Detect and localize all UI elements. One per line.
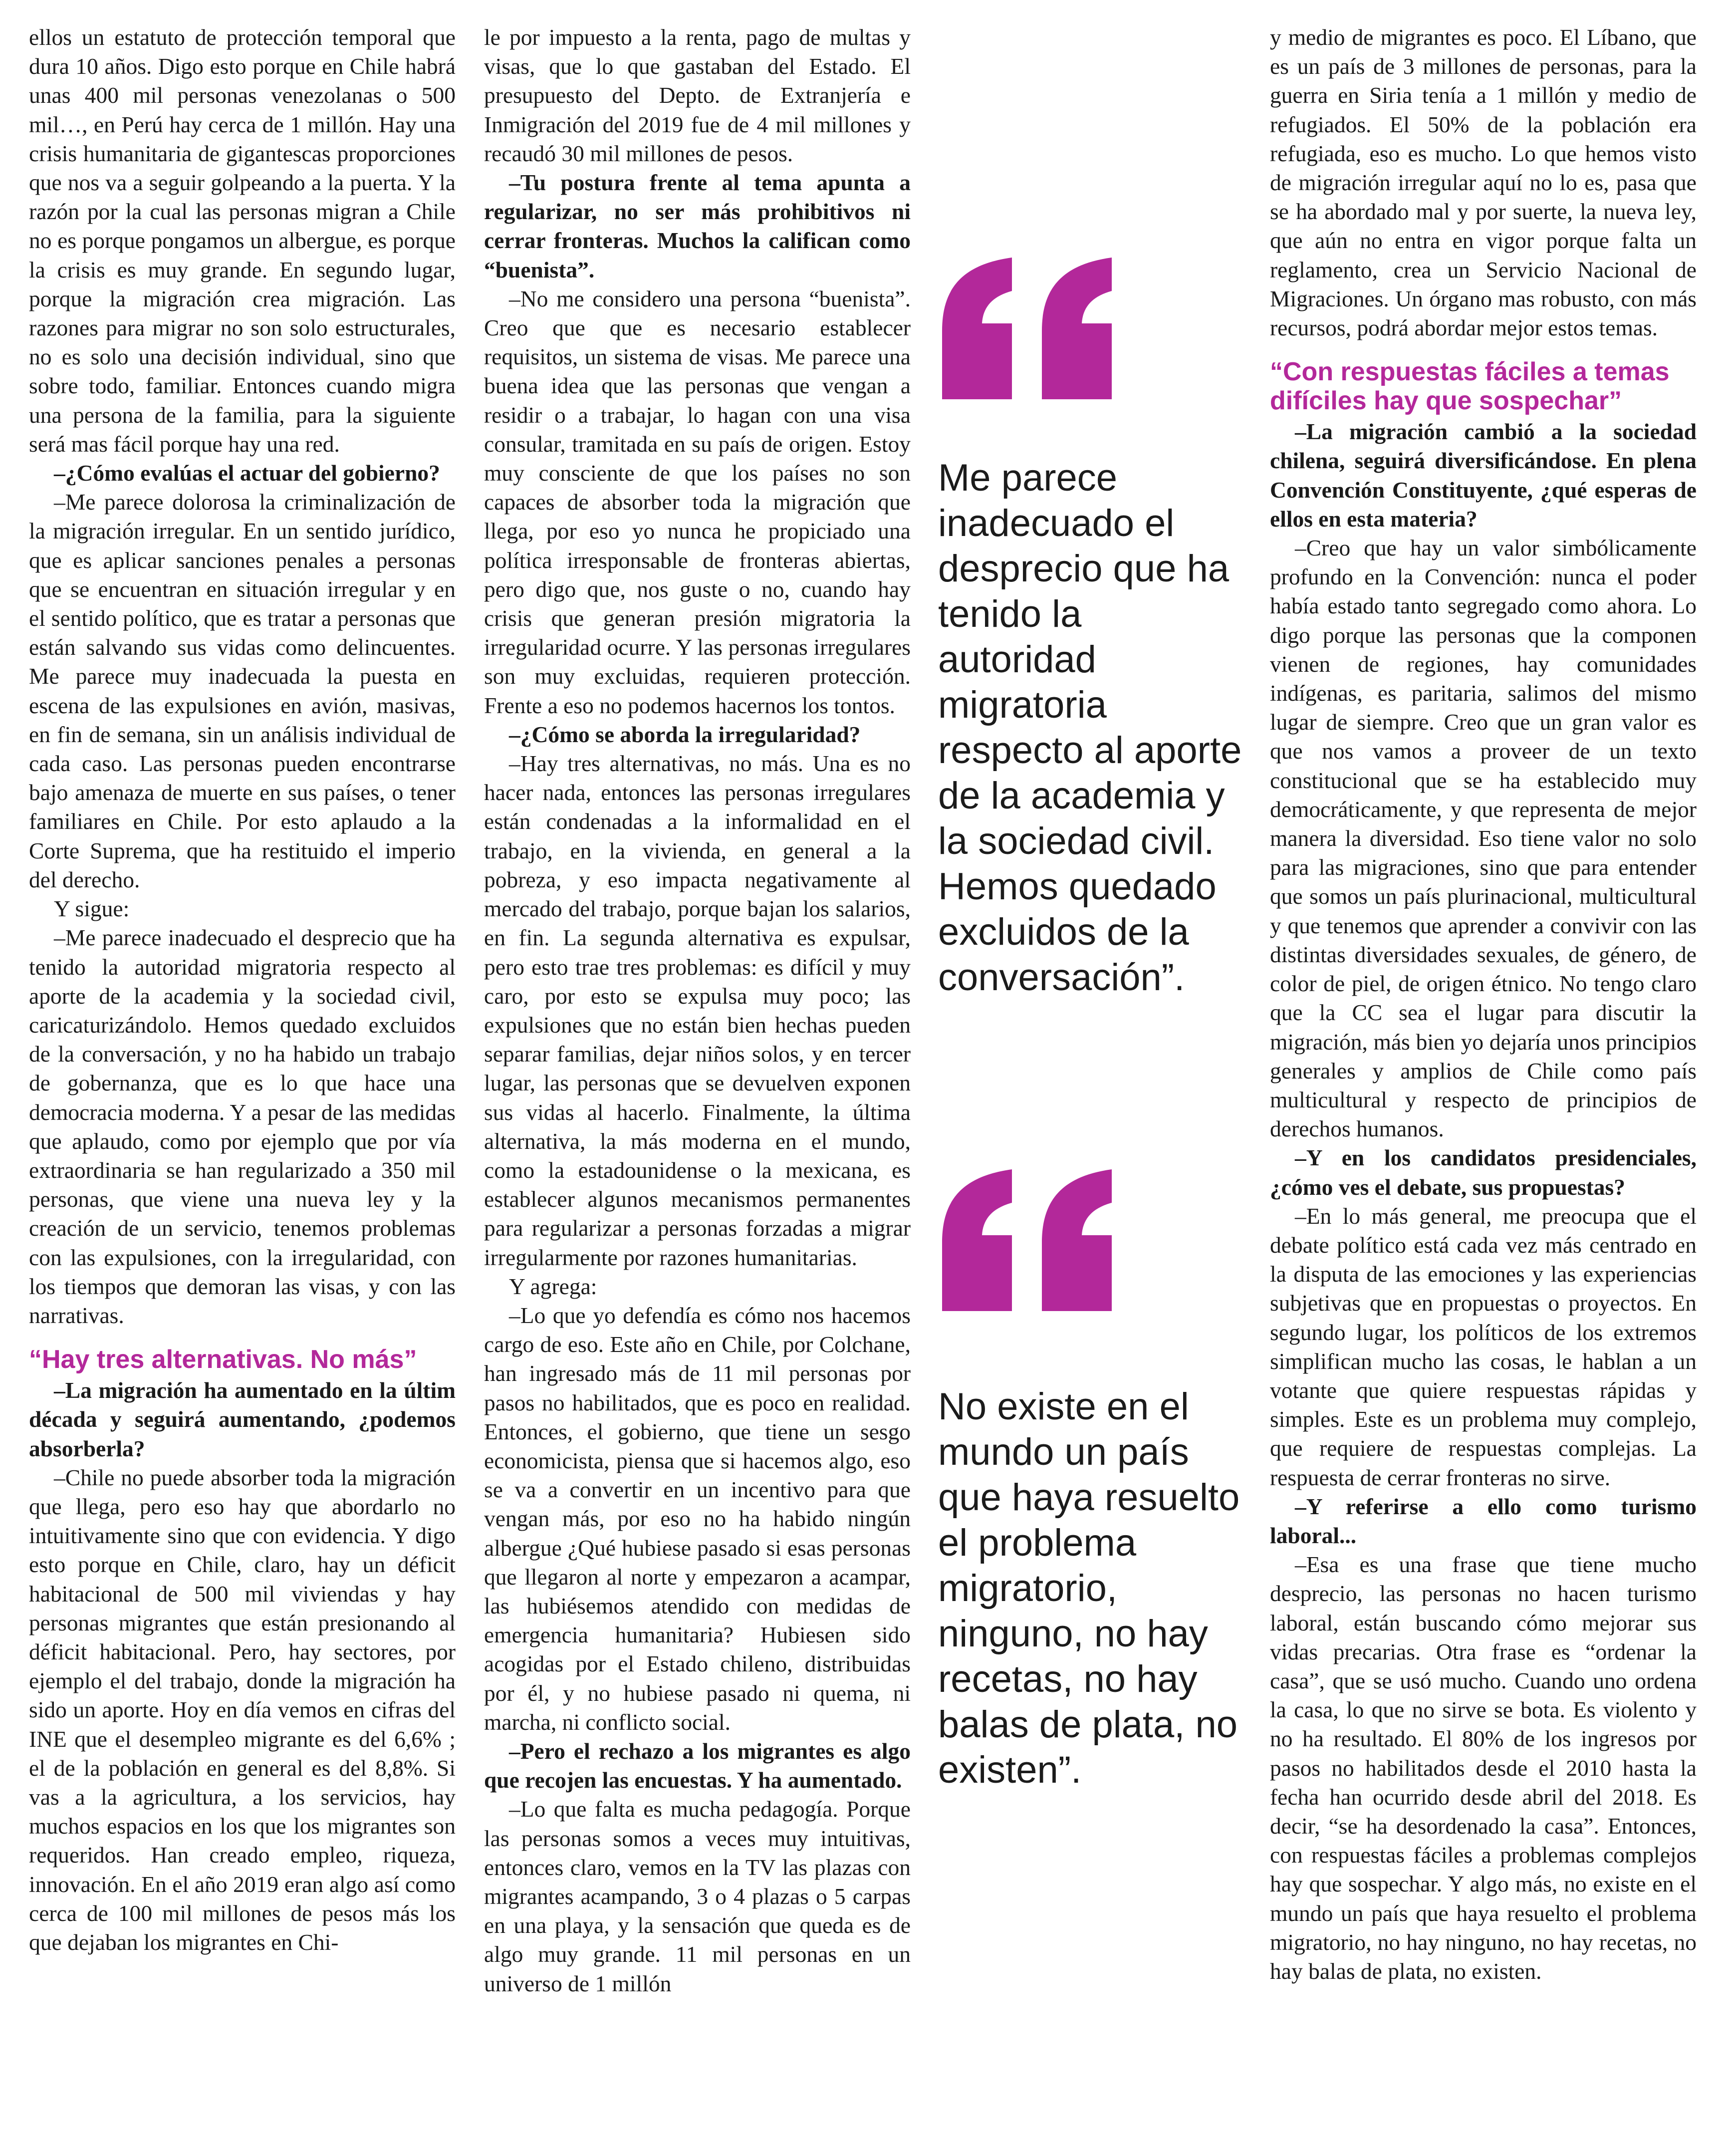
paragraph: ellos un estatuto de protección temporal que dura 10 años. Digo esto porque en Chile habrá unas 400 mil personas venezolanas o 500 mil…, en Perú hay cerca de 1 millón. Hay una crisis humanitaria de gigantescas proporciones que nos va a seguir golpeando a la puerta. Y la razón por la cual las personas migran a Chile no es porque pongamos un albergue, es porque la crisis es muy grande. En segundo lugar, porque la migración crea migración. Las razones para migrar no son solo estructurales, no es solo una decisión individual, sino que sobre todo, familiar. Entonces cuando migra una persona de la familia, para la siguiente será mas fácil porque hay una red. <box>29 24 456 457</box>
paragraph: –Chile no puede absorber toda la migración que llega, pero eso hay que abordarlo no intuitivamente sino que con evidencia. Y digo esto porque en Chile, claro, hay un déficit habitacional de 500 mil viviendas y hay personas migrantes que están presionando al déficit habitacional. Pero, hay sectores, por ejemplo el del trabajo, donde la migración ha sido un aporte. Hoy en día vemos en cifras del INE que el desempleo migrante es del 6,6% ; el de la población en general es del 8,8%. Si vas a la agricultura, a los servicios, hay muchos espacios en los que los migrantes son requeridos. Han creado empleo, riqueza, innovación. En el año 2019 eran algo así como cerca de 100 mil millones de pesos más los que dejaban los migrantes en Chi- <box>29 1464 456 1955</box>
paragraph: le por impuesto a la renta, pago de multas y visas, que lo que gastaban del Estado. El presupuesto del Depto. de Extranjería e Inmigración del 2019 fue de 4 mil millones y recaudó 30 mil millones de pesos. <box>484 24 911 166</box>
interview-question: –¿Cómo se aborda la irregularidad? <box>509 721 861 747</box>
interview-question: –Pero el rechazo a los migrantes es algo que recojen las encuestas. Y ha aumentado. <box>484 1738 911 1793</box>
paragraph: –Creo que hay un valor simbólicamente profundo en la Convención: nunca el poder había estado tanto segregado como ahora. Lo digo porque las personas que la componen vienen de regiones, hay comunidades indígenas, es paritaria, salimos del mismo lugar de siempre. Creo que un gran valor es que nos vamos a proveer de un texto constitucional que se ha establecido muy democráticamente, y que representa de mejor manera la diversidad. Eso tiene valor no solo para las migraciones, sino que para entender que somos un país plurinacional, multicultural y que tenemos que aprender a convivir con las distintas diversidades sexuales, de género, de color de piel, de origen étnico. No tengo claro que la CC sea el lugar para discutir la migración, más bien yo dejaría unos principios generales y amplios de Chile como país multicultural y respecto de principios de derechos humanos. <box>1270 535 1697 1142</box>
interview-question: –¿Cómo evalúas el actuar del gobierno? <box>54 460 440 486</box>
interview-question: –Tu postura frente al tema apunta a regularizar, no ser más prohibitivos ni cerrar fronteras. Muchos la califican como “buenista”. <box>484 170 911 282</box>
paragraph: Y sigue: <box>54 896 130 922</box>
column-2 <box>484 23 911 1998</box>
quote-mark-icon <box>937 254 1137 403</box>
interview-question: –La migración cambió a la sociedad chilena, seguirá diversificándose. En plena Convención Constituyente, ¿qué esperas de ellos en esta materia? <box>1270 419 1697 532</box>
paragraph: –Hay tres alternativas, no más. Una es no hacer nada, entonces las personas irregulares están condenadas a la informalidad en el trabajo, en la vivienda, en general a la pobreza, y eso impacta negativamente al mercado del trabajo, porque bajan los salarios, en fin. La segunda alternativa es expulsar, pero esto trae tres problemas: es difícil y muy caro, por esto se expulsa muy poco; las expulsiones que no están bien hechas pueden separar familias, dejar niños solos, y en tercer lugar, las personas que se devuelven exponen sus vidas al hacerlo. Finalmente, la última alternativa, la más moderna en el mundo, como la estadounidense o la mexicana, es establecer algunos mecanismos permanentes para regularizar a personas forzadas a migrar irregularmente por razones humanitarias. <box>484 751 911 1270</box>
column-4 <box>1270 23 1697 1986</box>
pull-quote-2: No existe en el mundo un país que haya resuelto el problema migratorio, ninguno, no hay recetas, no hay balas de plata, no existen”. <box>938 1385 1240 1791</box>
interview-question: –Y en los candidatos presidenciales, ¿cómo ves el debate, sus propuestas? <box>1270 1145 1697 1200</box>
paragraph: –No me considero una persona “buenista”. Creo que que es necesario establecer requisitos, un sistema de visas. Me parece una buena idea que las personas que vengan a residir o a trabajar, lo hagan con una visa consular, tramitada en su país de origen. Estoy muy consciente de que los países no son capaces de absorber toda la migración que llega, por eso yo nunca he propiciado una política irresponsable de fronteras abiertas, pero digo que, nos guste o no, cuando hay crisis que generan presión migratoria la irregularidad ocurre. Y las personas irregulares son muy excluidas, requieren protección. Frente a eso no podemos hacernos los tontos. <box>484 285 911 718</box>
paragraph: –Esa es una frase que tiene mucho desprecio, las personas no hacen turismo laboral, están buscando cómo mejorar sus vidas precarias. Otra frase es “ordenar la casa”, que se usó mucho. Cuando uno ordena la casa, lo que no sirve se bota. Es violento y no ha resultado. El 80% de los ingresos por pasos no habilitados desde el 2010 hasta la fecha han ocurrido desde abril del 2018. Es decir, “se ha desordenado la casa”. Entonces, con respuestas fáciles a problemas complejos hay que sospechar. Y algo más, no existe en el mundo un país que haya resuelto el problema migratorio, no hay ninguno, no hay recetas, no hay balas de plata, no existen. <box>1270 1552 1697 1984</box>
quote-mark-icon <box>937 1165 1137 1315</box>
interview-question: –La migración ha aumentado en la últim década y seguirá aumentando, ¿podemos absorberla? <box>29 1377 456 1461</box>
paragraph: –Lo que falta es mucha pedagogía. Porque las personas somos a veces muy intuitivas, entonces claro, vemos en la TV las plazas con migrantes acampando, 3 o 4 plazas o 5 carpas en una playa, y la sensación que queda es de algo muy grande. 11 mil personas en un universo de 1 millón <box>484 1796 911 1996</box>
paragraph: –Me parece inadecuado el desprecio que ha tenido la autoridad migratoria respecto al aporte de la academia y la sociedad civil, caricaturizándolo. Hemos quedado excluidos de la conversación, y no ha habido un trabajo de gobernanza, que es lo que hace una democracia moderna. Y a pesar de las medidas que aplaudo, como por ejemplo que por vía extraordinaria se han regularizado a 350 mil personas, que viene una nueva ley y la creación de un servicio, tenemos problemas con las expulsiones, con la irregularidad, con los tiempos que demoran las visas, y con las narrativas. <box>29 925 456 1328</box>
column-1 <box>29 23 456 1957</box>
interview-question: –Y referirse a ello como turismo laboral... <box>1270 1493 1697 1548</box>
section-subheading: “Con respuestas fáciles a temas difíciles hay que sospechar” <box>1270 357 1670 416</box>
pull-quote-1: Me parece inadecuado el desprecio que ha tenido la autoridad migratoria respecto al aporte de la academia y la sociedad civil. Hemos quedado excluidos de la conversación”. <box>938 457 1242 999</box>
section-subheading: “Hay tres alternativas. No más” <box>29 1345 417 1374</box>
paragraph: –Lo que yo defendía es cómo nos hacemos cargo de eso. Este año en Chile, por Colchane, han ingresado más de 11 mil personas por pasos no habilitados, que es poco en realidad. Entonces, el gobierno, que tiene un sesgo economicista, piensa que si hacemos algo, eso se va a convertir en un incentivo para que vengan más, por eso no ha habido ningún albergue ¿Qué hubiese pasado si esas personas que llegaron al norte y empezaron a acampar, las hubiésemos atendido con medidas de emergencia humanitaria? Hubiesen sido acogidas por el Estado chileno, distribuidas por él, y no hubiese pasado ni quema, ni marcha, ni conflicto social. <box>484 1302 911 1735</box>
paragraph: y medio de migrantes es poco. El Líbano, que es un país de 3 millones de personas, para la guerra en Siria tenía a 1 millón y medio de refugiados. El 50% de la población era refugiada, eso es mucho. Lo que hemos visto de migración irregular aquí no lo es, pasa que se ha abordado mal y por suerte, la nueva ley, que aún no entra en vigor porque falta un reglamento, crea un Servicio Nacional de Migraciones. Un órgano mas robusto, con más recursos, podrá abordar mejor estos temas. <box>1270 24 1697 341</box>
paragraph: –Me parece dolorosa la criminalización de la migración irregular. En un sentido jurídico, que es aplicar sanciones penales a personas que se encuentran en situación irregular y en el sentido político, que es tratar a personas que están salvando sus vidas como delincuentes. Me parece muy inadecuada la puesta en escena de las expulsiones en avión, masivas, en fin de semana, sin un análisis individual de cada caso. Las personas pueden encontrarse bajo amenaza de muerte en sus países, o tener familiares en Chile. Por esto aplaudo a la Corte Suprema, que ha restituido el imperio del derecho. <box>29 489 456 892</box>
paragraph: Y agrega: <box>509 1273 597 1299</box>
paragraph: –En lo más general, me preocupa que el debate político está cada vez más centrado en la disputa de las emociones y las experiencias subjetivas que en propuestas o proyectos. En segundo lugar, los políticos de los extremos simplifican mucho las cosas, le hablan a un votante que quiere respuestas rápidas y simples. Este es un problema muy complejo, que requiere de respuestas complejas. La respuesta de cerrar fronteras no sirve. <box>1270 1203 1697 1490</box>
